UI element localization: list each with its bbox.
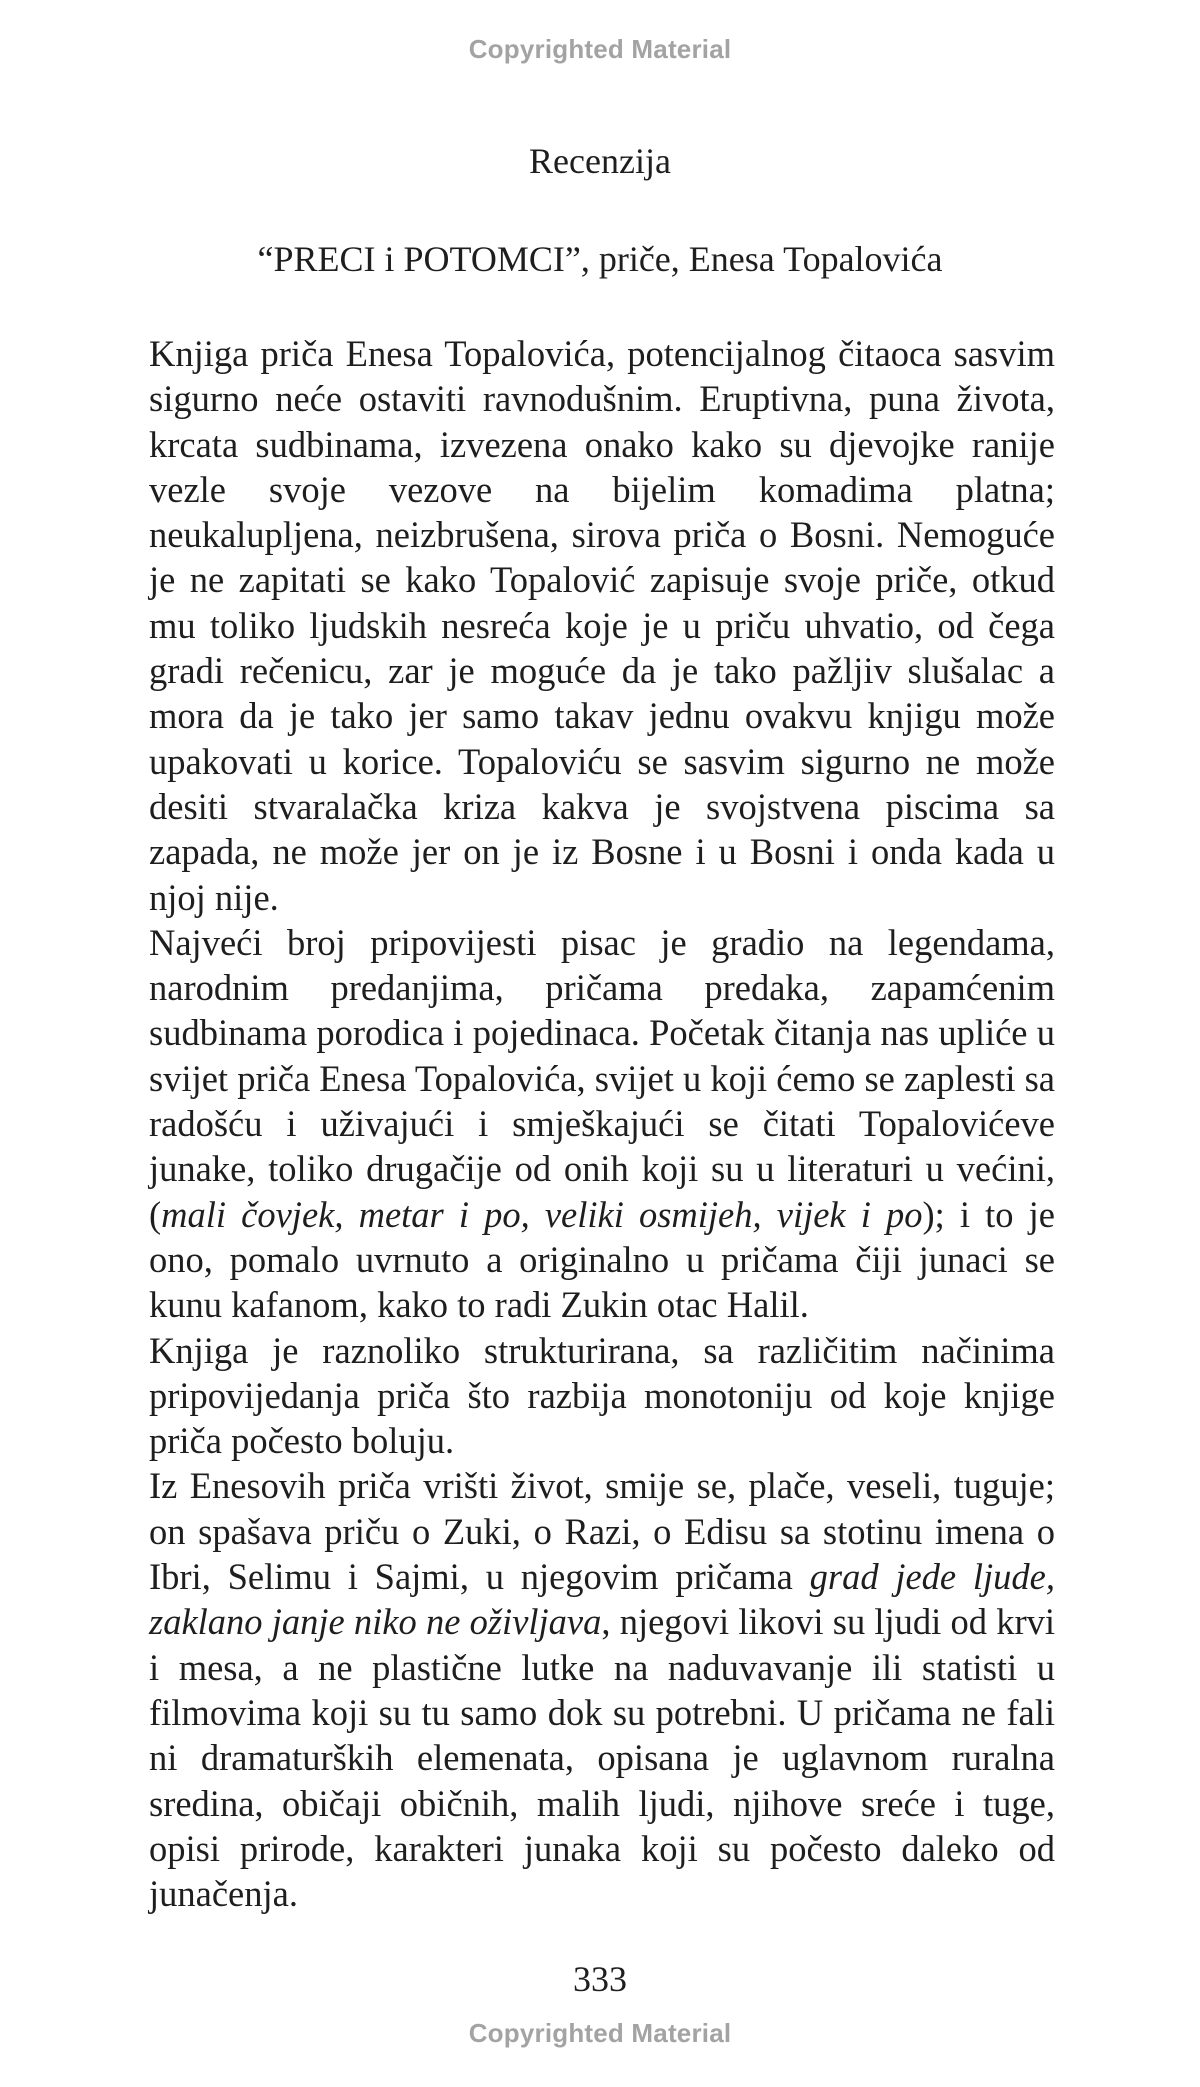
review-body	[149, 331, 1055, 1916]
paragraph-text: Iz Enesovih priča vrišti život, smije se, plače, veseli, tuguje; on spašava priču o Zuki, o Razi, o Edisu sa stotinu imena o Ibri, Selimu i Sajmi, u njegovim pričama	[149, 1465, 1055, 1598]
paragraph-italic-text: mali čovjek, metar i po, veliki osmijeh, vijek i po	[161, 1193, 923, 1235]
paragraph	[149, 1328, 1055, 1464]
copyright-watermark-top: Copyrighted Material	[468, 34, 732, 64]
paragraph-text: ); i to je ono, pomalo uvrnuto a originalno u pričama čiji junaci se kunu kafanom, kako to radi Zukin otac Halil.	[149, 1193, 1055, 1326]
paragraph-text: Najveći broj pripovijesti pisac je gradio na legendama, narodnim predanjima, pričama predaka, zapamćenim sudbinama porodica i pojedinaca. Početak čitanja nas upliće u svijet priča Enesa Topalovića, svijet u koji ćemo se zaplesti sa radošću i uživajući i smješkajući se čitati Topalovićeve junake, toliko drugačije od onih koji su u literaturi u većini, (	[149, 921, 1055, 1235]
paragraph	[149, 920, 1055, 1328]
paragraph-italic-text: grad jede ljude, zaklano janje niko ne oživljava	[149, 1556, 1055, 1643]
paragraph	[149, 331, 1055, 920]
page-heading: Recenzija	[529, 141, 671, 181]
paragraph	[149, 1463, 1055, 1916]
paragraph-text: , njegovi likovi su ljudi od krvi i mesa, a ne plastične lutke na naduvavanje ili statisti u filmovima koji su tu samo dok su potrebni. U pričama ne fali ni dramaturških elemenata, opisana je uglavnom ruralna sredina, običaji običnih, malih ljudi, njihove sreće i tuge, opisi prirode, karakteri junaka koji su počesto daleko od junačenja.	[149, 1601, 1055, 1915]
paragraph-text: Knjiga je raznoliko strukturirana, sa različitim načinima pripovijedanja priča što razbija monotoniju od koje knjige priča počesto boluju.	[149, 1329, 1055, 1462]
copyright-watermark-bottom: Copyrighted Material	[468, 2018, 732, 2048]
page-number: 333	[573, 1959, 627, 1999]
review-title: “PRECI i POTOMCI”, priče, Enesa Topalovića	[257, 239, 943, 279]
paragraph-text: Knjiga priča Enesa Topalovića, potencijalnog čitaoca sasvim sigurno neće ostaviti ravnodušnim. Eruptivna, puna života, krcata sudbinama, izvezena onako kako su djevojke ranije vezle svoje vezove na bijelim komadima platna; neukalupljena, neizbrušena, sirova priča o Bosni. Nemoguće je ne zapitati se kako Topalović zapisuje svoje priče, otkud mu toliko ljudskih nesreća koje je u priču uhvatio, od čega gradi rečenicu, zar je moguće da je tako pažljiv slušalac a mora da je tako jer samo takav jednu ovakvu knjigu može upakovati u korice. Topaloviću se sasvim sigurno ne može desiti stvaralačka kriza kakva je svojstvena piscima sa zapada, ne može jer on je iz Bosne i u Bosni i onda kada u njoj nije.	[149, 333, 1055, 918]
